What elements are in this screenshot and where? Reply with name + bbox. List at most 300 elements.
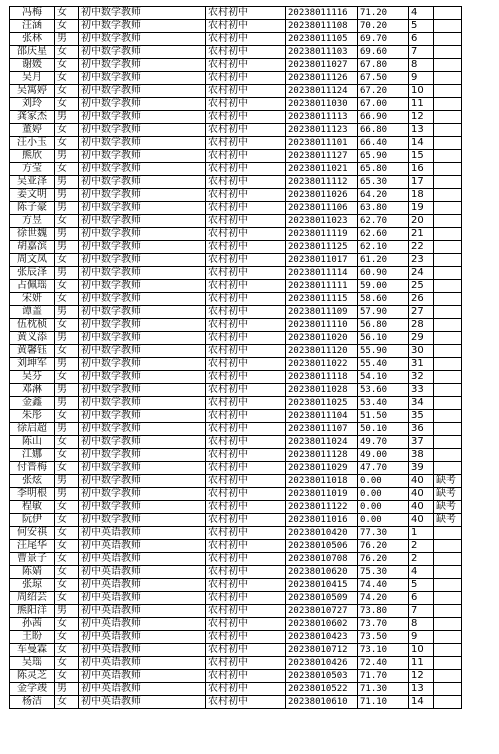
- exam-id-cell: 20238011125: [286, 241, 358, 254]
- work-unit-cell: 农村初中: [206, 358, 286, 371]
- remark-cell: [434, 85, 462, 98]
- work-unit-cell: 农村初中: [206, 384, 286, 397]
- score-cell: 57.90: [358, 306, 409, 319]
- work-unit-cell: 农村初中: [206, 59, 286, 72]
- rank-cell: 17: [409, 176, 434, 189]
- rank-cell: 10: [409, 85, 434, 98]
- work-unit-cell: 农村初中: [206, 176, 286, 189]
- gender-cell: 女: [55, 566, 79, 579]
- remark-cell: [434, 618, 462, 631]
- exam-id-cell: 20238011029: [286, 462, 358, 475]
- exam-id-cell: 20238011109: [286, 306, 358, 319]
- score-cell: 66.80: [358, 124, 409, 137]
- candidate-name-cell: 胡嘉滨: [10, 241, 55, 254]
- score-cell: 53.60: [358, 384, 409, 397]
- gender-cell: 女: [55, 137, 79, 150]
- remark-cell: [434, 358, 462, 371]
- exam-id-cell: 20238011027: [286, 59, 358, 72]
- remark-cell: [434, 345, 462, 358]
- candidate-name-cell: 王盼: [10, 631, 55, 644]
- gender-cell: 男: [55, 683, 79, 696]
- table-row: [10, 176, 462, 189]
- work-unit-cell: 农村初中: [206, 267, 286, 280]
- table-row: [10, 306, 462, 319]
- position-cell: 初中英语教师: [79, 657, 206, 670]
- position-cell: 初中数学教师: [79, 423, 206, 436]
- gender-cell: 男: [55, 475, 79, 488]
- score-cell: 76.20: [358, 540, 409, 553]
- position-cell: 初中数学教师: [79, 436, 206, 449]
- position-cell: 初中英语教师: [79, 644, 206, 657]
- rank-cell: 2: [409, 553, 434, 566]
- score-cell: 73.10: [358, 644, 409, 657]
- table-row: [10, 527, 462, 540]
- rank-cell: 37: [409, 436, 434, 449]
- exam-id-cell: 20238010503: [286, 670, 358, 683]
- exam-id-cell: 20238011016: [286, 514, 358, 527]
- remark-cell: [434, 670, 462, 683]
- gender-cell: 女: [55, 319, 79, 332]
- gender-cell: 女: [55, 254, 79, 267]
- remark-cell: 缺考: [434, 475, 462, 488]
- score-cell: 55.40: [358, 358, 409, 371]
- candidate-name-cell: 熊欣: [10, 150, 55, 163]
- rank-cell: 8: [409, 618, 434, 631]
- gender-cell: 女: [55, 514, 79, 527]
- rank-cell: 14: [409, 696, 434, 709]
- score-cell: 67.80: [358, 59, 409, 72]
- exam-id-cell: 20238011112: [286, 176, 358, 189]
- table-row: [10, 98, 462, 111]
- rank-cell: 6: [409, 592, 434, 605]
- rank-cell: 4: [409, 7, 434, 20]
- gender-cell: 女: [55, 462, 79, 475]
- candidate-name-cell: 董婷: [10, 124, 55, 137]
- score-cell: 65.90: [358, 150, 409, 163]
- gender-cell: 男: [55, 332, 79, 345]
- table-row: [10, 553, 462, 566]
- candidate-name-cell: 吴月: [10, 72, 55, 85]
- gender-cell: 女: [55, 59, 79, 72]
- score-cell: 0.00: [358, 475, 409, 488]
- exam-id-cell: 20238010727: [286, 605, 358, 618]
- exam-id-cell: 20238011126: [286, 72, 358, 85]
- position-cell: 初中数学教师: [79, 475, 206, 488]
- rank-cell: 13: [409, 683, 434, 696]
- remark-cell: [434, 527, 462, 540]
- score-cell: 56.10: [358, 332, 409, 345]
- table-row: [10, 59, 462, 72]
- remark-cell: [434, 384, 462, 397]
- remark-cell: [434, 189, 462, 202]
- rank-cell: 9: [409, 631, 434, 644]
- candidate-name-cell: 江娜: [10, 449, 55, 462]
- remark-cell: [434, 423, 462, 436]
- gender-cell: 女: [55, 20, 79, 33]
- exam-id-cell: 20238011113: [286, 111, 358, 124]
- score-cell: 65.80: [358, 163, 409, 176]
- exam-id-cell: 20238011115: [286, 293, 358, 306]
- position-cell: 初中数学教师: [79, 462, 206, 475]
- candidate-name-cell: 吴亚泽: [10, 176, 55, 189]
- remark-cell: [434, 293, 462, 306]
- position-cell: 初中数学教师: [79, 332, 206, 345]
- candidate-name-cell: 吴寓婷: [10, 85, 55, 98]
- table-row: [10, 618, 462, 631]
- position-cell: 初中数学教师: [79, 33, 206, 46]
- gender-cell: 男: [55, 189, 79, 202]
- remark-cell: [434, 644, 462, 657]
- position-cell: 初中数学教师: [79, 59, 206, 72]
- work-unit-cell: 农村初中: [206, 241, 286, 254]
- work-unit-cell: 农村初中: [206, 631, 286, 644]
- candidate-name-cell: 张炫: [10, 475, 55, 488]
- exam-id-cell: 20238010415: [286, 579, 358, 592]
- candidate-name-cell: 熊阳洋: [10, 605, 55, 618]
- candidate-name-cell: 孙茜: [10, 618, 55, 631]
- candidate-name-cell: 刘玲: [10, 98, 55, 111]
- score-cell: 69.70: [358, 33, 409, 46]
- exam-id-cell: 20238010509: [286, 592, 358, 605]
- gender-cell: 女: [55, 579, 79, 592]
- gender-cell: 女: [55, 371, 79, 384]
- candidate-name-cell: 宋妍: [10, 293, 55, 306]
- position-cell: 初中数学教师: [79, 306, 206, 319]
- rank-cell: 40: [409, 501, 434, 514]
- remark-cell: [434, 228, 462, 241]
- exam-id-cell: 20238011123: [286, 124, 358, 137]
- work-unit-cell: 农村初中: [206, 163, 286, 176]
- candidate-name-cell: 汪尾华: [10, 540, 55, 553]
- exam-id-cell: 20238011026: [286, 189, 358, 202]
- candidate-name-cell: 汪涵: [10, 20, 55, 33]
- gender-cell: 女: [55, 410, 79, 423]
- gender-cell: 男: [55, 228, 79, 241]
- work-unit-cell: 农村初中: [206, 436, 286, 449]
- rank-cell: 5: [409, 579, 434, 592]
- candidate-name-cell: 黄义添: [10, 332, 55, 345]
- candidate-name-cell: 张林: [10, 33, 55, 46]
- rank-cell: 6: [409, 33, 434, 46]
- work-unit-cell: 农村初中: [206, 670, 286, 683]
- candidate-name-cell: 徐启超: [10, 423, 55, 436]
- table-row: [10, 449, 462, 462]
- gender-cell: 女: [55, 618, 79, 631]
- work-unit-cell: 农村初中: [206, 137, 286, 150]
- remark-cell: [434, 20, 462, 33]
- rank-cell: 27: [409, 306, 434, 319]
- work-unit-cell: 农村初中: [206, 293, 286, 306]
- position-cell: 初中英语教师: [79, 540, 206, 553]
- work-unit-cell: 农村初中: [206, 579, 286, 592]
- remark-cell: 缺考: [434, 514, 462, 527]
- work-unit-cell: 农村初中: [206, 475, 286, 488]
- work-unit-cell: 农村初中: [206, 423, 286, 436]
- remark-cell: [434, 241, 462, 254]
- work-unit-cell: 农村初中: [206, 657, 286, 670]
- position-cell: 初中英语教师: [79, 579, 206, 592]
- table-row: [10, 423, 462, 436]
- exam-id-cell: 20238011116: [286, 7, 358, 20]
- position-cell: 初中英语教师: [79, 527, 206, 540]
- exam-id-cell: 20238011118: [286, 371, 358, 384]
- position-cell: 初中数学教师: [79, 202, 206, 215]
- position-cell: 初中数学教师: [79, 85, 206, 98]
- candidate-name-cell: 谢媛: [10, 59, 55, 72]
- candidate-name-cell: 程敏: [10, 501, 55, 514]
- rank-cell: 5: [409, 20, 434, 33]
- score-cell: 65.30: [358, 176, 409, 189]
- exam-id-cell: 20238010426: [286, 657, 358, 670]
- position-cell: 初中数学教师: [79, 280, 206, 293]
- rank-cell: 24: [409, 267, 434, 280]
- table-row: [10, 241, 462, 254]
- candidate-name-cell: 邵庆星: [10, 46, 55, 59]
- exam-id-cell: 20238011111: [286, 280, 358, 293]
- rank-cell: 29: [409, 332, 434, 345]
- score-cell: 71.70: [358, 670, 409, 683]
- exam-id-cell: 20238011122: [286, 501, 358, 514]
- candidate-name-cell: 吴瑶: [10, 657, 55, 670]
- score-cell: 67.50: [358, 72, 409, 85]
- remark-cell: 缺考: [434, 488, 462, 501]
- work-unit-cell: 农村初中: [206, 696, 286, 709]
- table-row: [10, 358, 462, 371]
- rank-cell: 15: [409, 150, 434, 163]
- remark-cell: [434, 98, 462, 111]
- gender-cell: 女: [55, 85, 79, 98]
- score-cell: 71.10: [358, 696, 409, 709]
- rank-cell: 8: [409, 59, 434, 72]
- gender-cell: 女: [55, 527, 79, 540]
- position-cell: 初中数学教师: [79, 189, 206, 202]
- exam-id-cell: 20238011128: [286, 449, 358, 462]
- work-unit-cell: 农村初中: [206, 644, 286, 657]
- position-cell: 初中数学教师: [79, 449, 206, 462]
- candidate-name-cell: 朱彤: [10, 410, 55, 423]
- remark-cell: [434, 397, 462, 410]
- table-row: [10, 280, 462, 293]
- rank-cell: 34: [409, 397, 434, 410]
- gender-cell: 男: [55, 358, 79, 371]
- table-row: [10, 514, 462, 527]
- table-row: [10, 384, 462, 397]
- work-unit-cell: 农村初中: [206, 72, 286, 85]
- position-cell: 初中数学教师: [79, 267, 206, 280]
- score-cell: 60.90: [358, 267, 409, 280]
- remark-cell: [434, 59, 462, 72]
- table-row: [10, 683, 462, 696]
- table-row: [10, 332, 462, 345]
- exam-id-cell: 20238010620: [286, 566, 358, 579]
- gender-cell: 女: [55, 163, 79, 176]
- gender-cell: 男: [55, 176, 79, 189]
- work-unit-cell: 农村初中: [206, 605, 286, 618]
- table-row: [10, 488, 462, 501]
- candidate-name-cell: 何安祺: [10, 527, 55, 540]
- rank-cell: 40: [409, 475, 434, 488]
- table-row: [10, 566, 462, 579]
- position-cell: 初中英语教师: [79, 618, 206, 631]
- table-row: [10, 475, 462, 488]
- score-cell: 70.20: [358, 20, 409, 33]
- rank-cell: 21: [409, 228, 434, 241]
- rank-cell: 22: [409, 241, 434, 254]
- remark-cell: [434, 462, 462, 475]
- work-unit-cell: 农村初中: [206, 20, 286, 33]
- gender-cell: 女: [55, 540, 79, 553]
- rank-cell: 12: [409, 111, 434, 124]
- rank-cell: 25: [409, 280, 434, 293]
- candidate-name-cell: 金鑫: [10, 397, 55, 410]
- work-unit-cell: 农村初中: [206, 462, 286, 475]
- gender-cell: 女: [55, 345, 79, 358]
- work-unit-cell: 农村初中: [206, 7, 286, 20]
- score-cell: 0.00: [358, 514, 409, 527]
- table-row: [10, 644, 462, 657]
- gender-cell: 女: [55, 293, 79, 306]
- gender-cell: 女: [55, 46, 79, 59]
- score-cell: 50.10: [358, 423, 409, 436]
- candidate-name-cell: 周绍芸: [10, 592, 55, 605]
- position-cell: 初中数学教师: [79, 124, 206, 137]
- position-cell: 初中数学教师: [79, 514, 206, 527]
- table-row: [10, 7, 462, 20]
- gender-cell: 女: [55, 72, 79, 85]
- position-cell: 初中数学教师: [79, 410, 206, 423]
- gender-cell: 女: [55, 7, 79, 20]
- exam-id-cell: 20238011024: [286, 436, 358, 449]
- remark-cell: [434, 7, 462, 20]
- rank-cell: 11: [409, 98, 434, 111]
- table-row: [10, 137, 462, 150]
- exam-id-cell: 20238010522: [286, 683, 358, 696]
- candidate-name-cell: 陈婧: [10, 566, 55, 579]
- exam-id-cell: 20238011101: [286, 137, 358, 150]
- score-cell: 49.70: [358, 436, 409, 449]
- remark-cell: [434, 306, 462, 319]
- work-unit-cell: 农村初中: [206, 683, 286, 696]
- table-row: [10, 319, 462, 332]
- remark-cell: [434, 267, 462, 280]
- work-unit-cell: 农村初中: [206, 449, 286, 462]
- candidate-name-cell: 汪小玉: [10, 137, 55, 150]
- candidate-name-cell: 李明根: [10, 488, 55, 501]
- remark-cell: [434, 176, 462, 189]
- table-row: [10, 696, 462, 709]
- exam-id-cell: 20238011124: [286, 85, 358, 98]
- table-row: [10, 72, 462, 85]
- position-cell: 初中数学教师: [79, 371, 206, 384]
- exam-id-cell: 20238010602: [286, 618, 358, 631]
- exam-id-cell: 20238011018: [286, 475, 358, 488]
- candidate-name-cell: 陈灵芝: [10, 670, 55, 683]
- work-unit-cell: 农村初中: [206, 527, 286, 540]
- gender-cell: 女: [55, 280, 79, 293]
- candidate-name-cell: 张琼: [10, 579, 55, 592]
- gender-cell: 女: [55, 631, 79, 644]
- exam-id-cell: 20238011023: [286, 215, 358, 228]
- position-cell: 初中数学教师: [79, 384, 206, 397]
- score-cell: 47.70: [358, 462, 409, 475]
- remark-cell: [434, 150, 462, 163]
- remark-cell: [434, 124, 462, 137]
- table-row: [10, 540, 462, 553]
- exam-id-cell: 20238011019: [286, 488, 358, 501]
- remark-cell: 缺考: [434, 501, 462, 514]
- candidate-name-cell: 占佩瑶: [10, 280, 55, 293]
- gender-cell: 女: [55, 670, 79, 683]
- exam-id-cell: 20238011025: [286, 397, 358, 410]
- position-cell: 初中数学教师: [79, 72, 206, 85]
- work-unit-cell: 农村初中: [206, 254, 286, 267]
- remark-cell: [434, 696, 462, 709]
- candidate-name-cell: 刘坤军: [10, 358, 55, 371]
- score-cell: 66.90: [358, 111, 409, 124]
- table-row: [10, 267, 462, 280]
- score-cell: 73.50: [358, 631, 409, 644]
- work-unit-cell: 农村初中: [206, 501, 286, 514]
- candidate-name-cell: 黄馨钰: [10, 345, 55, 358]
- gender-cell: 女: [55, 449, 79, 462]
- rank-cell: 32: [409, 371, 434, 384]
- remark-cell: [434, 202, 462, 215]
- remark-cell: [434, 111, 462, 124]
- candidate-name-cell: 周文凤: [10, 254, 55, 267]
- score-cell: 75.30: [358, 566, 409, 579]
- position-cell: 初中英语教师: [79, 683, 206, 696]
- table-row: [10, 33, 462, 46]
- table-row: [10, 189, 462, 202]
- rank-cell: 28: [409, 319, 434, 332]
- remark-cell: [434, 592, 462, 605]
- work-unit-cell: 农村初中: [206, 111, 286, 124]
- score-cell: 73.80: [358, 605, 409, 618]
- position-cell: 初中数学教师: [79, 20, 206, 33]
- candidate-name-cell: 曹景子: [10, 553, 55, 566]
- position-cell: 初中数学教师: [79, 397, 206, 410]
- exam-id-cell: 20238010708: [286, 553, 358, 566]
- score-cell: 49.00: [358, 449, 409, 462]
- work-unit-cell: 农村初中: [206, 618, 286, 631]
- gender-cell: 男: [55, 111, 79, 124]
- score-cell: 62.10: [358, 241, 409, 254]
- remark-cell: [434, 605, 462, 618]
- rank-cell: 39: [409, 462, 434, 475]
- exam-id-cell: 20238011127: [286, 150, 358, 163]
- exam-id-cell: 20238011022: [286, 358, 358, 371]
- remark-cell: [434, 254, 462, 267]
- remark-cell: [434, 163, 462, 176]
- rank-cell: 11: [409, 657, 434, 670]
- table-row: [10, 501, 462, 514]
- gender-cell: 女: [55, 696, 79, 709]
- table-row: [10, 579, 462, 592]
- table-row: [10, 215, 462, 228]
- rank-cell: 16: [409, 163, 434, 176]
- score-cell: 64.20: [358, 189, 409, 202]
- exam-id-cell: 20238010712: [286, 644, 358, 657]
- position-cell: 初中英语教师: [79, 605, 206, 618]
- gender-cell: 男: [55, 202, 79, 215]
- position-cell: 初中英语教师: [79, 566, 206, 579]
- exam-id-cell: 20238011119: [286, 228, 358, 241]
- gender-cell: 男: [55, 423, 79, 436]
- table-row: [10, 670, 462, 683]
- score-cell: 69.60: [358, 46, 409, 59]
- exam-id-cell: 20238010506: [286, 540, 358, 553]
- score-cell: 62.60: [358, 228, 409, 241]
